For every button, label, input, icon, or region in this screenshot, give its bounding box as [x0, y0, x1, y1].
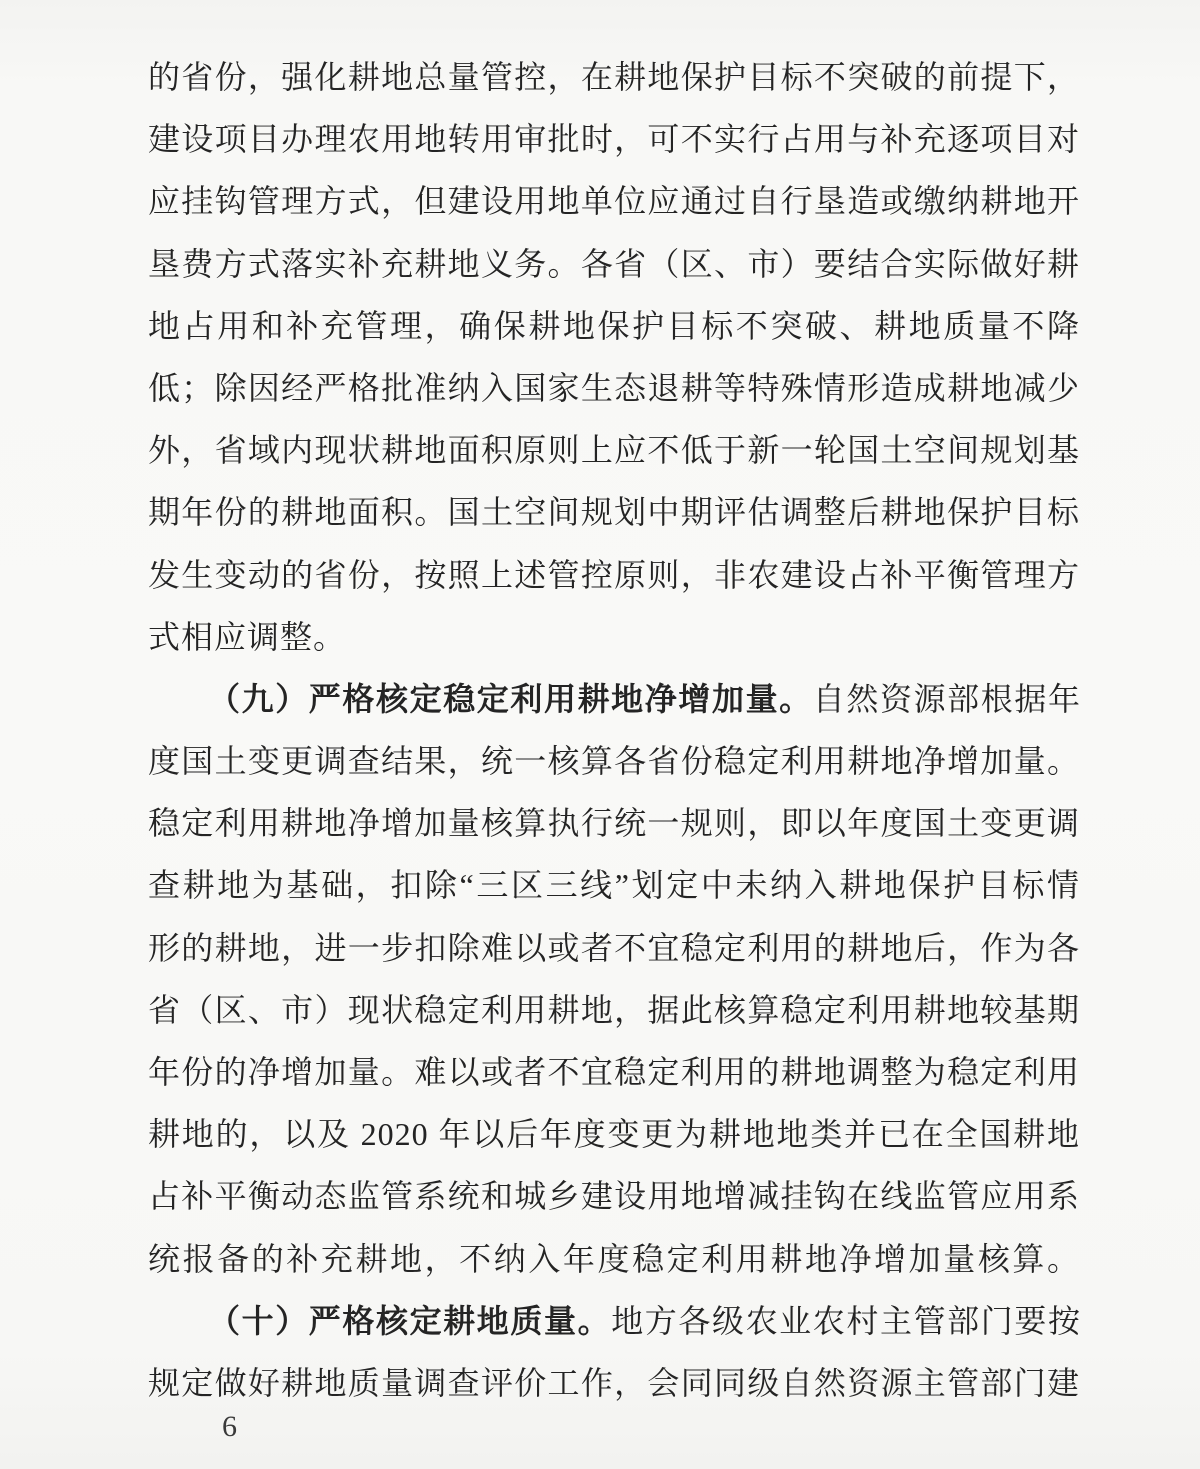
- text-line: 的省份，强化耕地总量管控，在耕地保护目标不突破的前提下，: [148, 59, 1080, 95]
- text-line: 地占用和补充管理，确保耕地保护目标不突破、耕地质量不降: [148, 307, 1080, 344]
- text-line: 建设项目办理农用地转用审批时，可不实行占用与补充逐项目对: [148, 121, 1080, 158]
- text-line: 外，省域内现状耕地面积原则上应不低于新一轮国土空间规划基: [148, 432, 1080, 469]
- text-line: 稳定利用耕地净增加量核算执行统一规则，即以年度国土变更调: [148, 805, 1080, 842]
- text-line: 垦费方式落实补充耕地义务。各省（区、市）要结合实际做好耕: [148, 245, 1080, 282]
- page-number: 6: [222, 1410, 237, 1443]
- text-line: 规定做好耕地质量调查评价工作，会同同级自然资源主管部门建: [148, 1364, 1080, 1401]
- section-9-body-start: 自然资源部根据年: [812, 680, 1080, 717]
- text-line: [148, 1290, 1080, 1352]
- text-block: [148, 46, 1080, 1414]
- section-heading-10: （十）严格核定耕地质量。: [208, 1302, 612, 1339]
- text-line: 发生变动的省份，按照上述管控原则，非农建设占补平衡管理方: [148, 556, 1080, 593]
- text-line: 应挂钩管理方式，但建设用地单位应通过自行垦造或缴纳耕地开: [148, 183, 1080, 220]
- text-line: 低；除因经严格批准纳入国家生态退耕等特殊情形造成耕地减少: [148, 369, 1080, 406]
- text-line: 统报备的补充耕地，不纳入年度稳定利用耕地净增加量核算。: [148, 1240, 1080, 1277]
- text-line: 期年份的耕地面积。国土空间规划中期评估调整后耕地保护目标: [148, 494, 1080, 531]
- section-heading-9: （九）严格核定稳定利用耕地净增加量。: [208, 680, 813, 717]
- text-line: 查耕地为基础，扣除“三区三线”划定中未纳入耕地保护目标情: [148, 867, 1080, 904]
- text-line: 年份的净增加量。难以或者不宜稳定利用的耕地调整为稳定利用: [148, 1054, 1080, 1090]
- text-line: 耕地的，以及 2020 年以后年度变更为耕地地类并已在全国耕地: [148, 1116, 1080, 1153]
- section-10-body-start: 地方各级农业农村主管部门要按: [611, 1302, 1080, 1339]
- text-line: 形的耕地，进一步扣除难以或者不宜稳定利用的耕地后，作为各: [148, 929, 1080, 966]
- text-line: 省（区、市）现状稳定利用耕地，据此核算稳定利用耕地较基期: [148, 991, 1080, 1028]
- text-line: [148, 668, 1080, 730]
- text-line: 式相应调整。: [148, 618, 347, 655]
- text-line: 占补平衡动态监管系统和城乡建设用地增减挂钩在线监管应用系: [148, 1178, 1080, 1215]
- text-line: 度国土变更调查结果，统一核算各省份稳定利用耕地净增加量。: [148, 743, 1080, 780]
